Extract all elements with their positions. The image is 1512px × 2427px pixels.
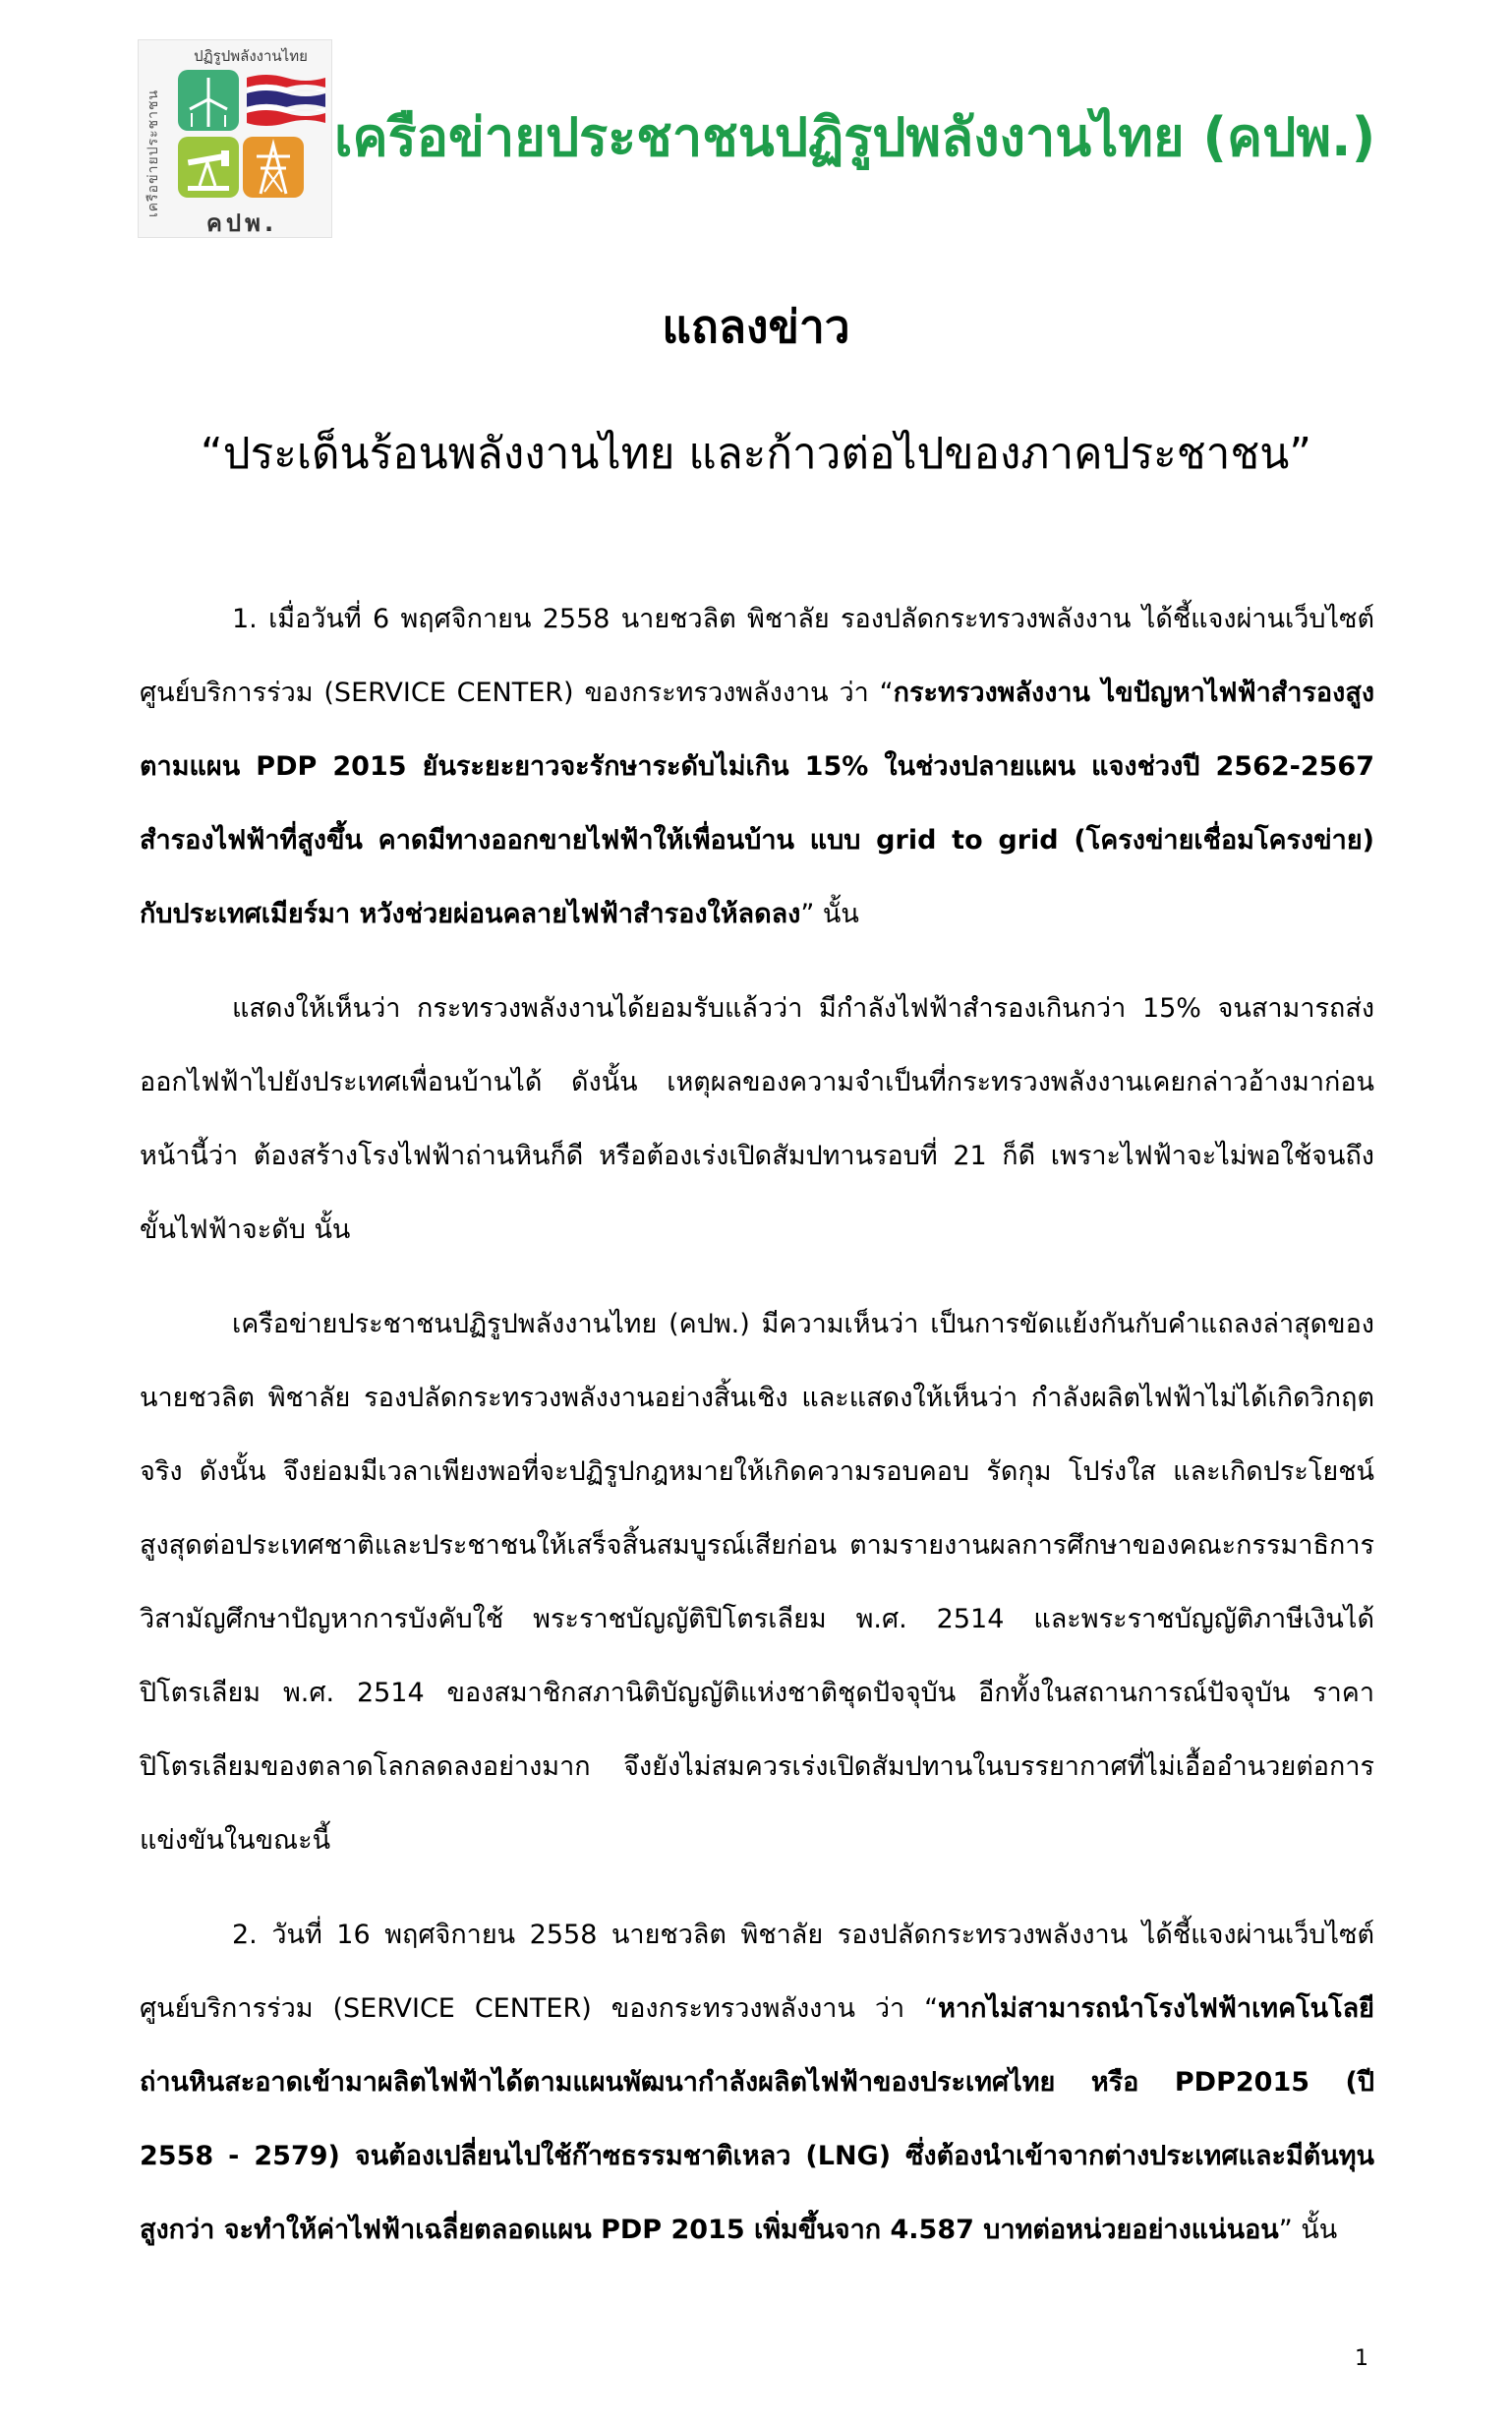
power-tower-icon — [243, 137, 304, 198]
oil-pump-icon — [178, 137, 239, 198]
paragraph-4-tail: ” นั้น — [1278, 2215, 1338, 2245]
page-number: 1 — [1355, 2346, 1368, 2371]
paragraph-1-text: 1. เมื่อวันที่ 6 พฤศจิกายน 2558 นายชวลิต พิชาลัย รองปลัดกระทรวงพลังงาน ได้ชี้แจงผ่านเว็บไซต์ศูนย์บริการร่วม (SERVICE CENTER) ของกระทรวงพลังงาน ว่า “ — [140, 604, 1374, 708]
thai-flag-icon — [245, 72, 327, 129]
paragraph-4-text: 2. วันที่ 16 พฤศจิกายน 2558 นายชวลิต พิชาลัย รองปลัดกระทรวงพลังงาน ได้ชี้แจงผ่านเว็บไซต์ศูนย์บริการร่วม (SERVICE CENTER) ของกระทรวงพลังงาน ว่า “ — [140, 1920, 1374, 2024]
paragraph-4 — [140, 1898, 1374, 2267]
paragraph-3-text: เครือข่ายประชาชนปฏิรูปพลังงานไทย (คปพ.) มีความเห็นว่า เป็นการขัดแย้งกันกับคำแถลงล่าสุดของนายชวลิต พิชาลัย รองปลัดกระทรวงพลังงานอย่างสิ้นเชิง และแสดงให้เห็นว่า กำลังผลิตไฟฟ้าไม่ได้เกิดวิกฤตจริง ดังนั้น จึงย่อมมีเวลาเพียงพอที่จะปฏิรูปกฎหมายให้เกิดความรอบคอบ รัดกุม โปร่งใส และเกิดประโยชน์สูงสุดต่อประเทศชาติและประชาชนให้เสร็จสิ้นสมบูรณ์เสียก่อน ตามรายงานผลการศึกษาของคณะกรรมาธิการวิสามัญศึกษาปัญหาการบังคับใช้ พระราชบัญญัติปิโตรเลียม พ.ศ. 2514 และพระราชบัญญัติภาษีเงินได้ปิโตรเลียม พ.ศ. 2514 ของสมาชิกสภานิติบัญญัติแห่งชาติชุดปัจจุบัน อีกทั้งในสถานการณ์ปัจจุบัน ราคาปิโตรเลียมของตลาดโลกลดลงอย่างมาก จึงยังไม่สมควรเร่งเปิดสัมปทานในบรรยากาศที่ไม่เอื้ออำนวยต่อการแข่งขันในขณะนี้ — [140, 1309, 1374, 1856]
wind-turbine-icon — [178, 70, 239, 131]
logo-side-text: เครือข่ายประชาชน — [145, 89, 161, 218]
paragraph-2 — [140, 972, 1374, 1267]
paragraph-1 — [140, 582, 1374, 951]
paragraph-2-text: แสดงให้เห็นว่า กระทรวงพลังงานได้ยอมรับแล้วว่า มีกำลังไฟฟ้าสำรองเกินกว่า 15% จนสามารถส่งออกไฟฟ้าไปยังประเทศเพื่อนบ้านได้ ดังนั้น เหตุผลของความจำเป็นที่กระทรวงพลังงานเคยกล่าวอ้างมาก่อนหน้านี้ว่า ต้องสร้างโรงไฟฟ้าถ่านหินก็ดี หรือต้องเร่งเปิดสัมปทานรอบที่ 21 ก็ดี เพราะไฟฟ้าจะไม่พอใช้จนถึงขั้นไฟฟ้าจะดับ นั้น — [140, 993, 1374, 1245]
paragraph-4-quote: หากไม่สามารถนำโรงไฟฟ้าเทคโนโลยีถ่านหินสะอาดเข้ามาผลิตไฟฟ้าได้ตามแผนพัฒนากำลังผลิตไฟฟ้าของประเทศไทย หรือ PDP2015 (ปี 2558 - 2579) จนต้องเปลี่ยนไปใช้ก๊าซธรรมชาติเหลว (LNG) ซึ่งต้องนำเข้าจากต่างประเทศและมีต้นทุนสูงกว่า จะทำให้ค่าไฟฟ้าเฉลี่ยตลอดแผน PDP 2015 เพิ่มขึ้นจาก 4.587 บาทต่อหน่วยอย่างแน่นอน — [140, 1993, 1374, 2245]
paragraph-1-tail: ” นั้น — [800, 899, 859, 929]
logo-top-text: ปฏิรูปพลังงานไทย — [194, 47, 308, 65]
paragraph-1-quote: กระทรวงพลังงาน ไขปัญหาไฟฟ้าสำรองสูง ตามแผน PDP 2015 ยันระยะยาวจะรักษาระดับไม่เกิน 15% ในช่วงปลายแผน แจงช่วงปี 2562-2567 สำรองไฟฟ้าที่สูงขึ้น คาดมีทางออกขายไฟฟ้าให้เพื่อนบ้าน แบบ grid to grid (โครงข่ายเชื่อมโครงข่าย) กับประเทศเมียร์มา หวังช่วยผ่อนคลายไฟฟ้าสำรองให้ลดลง — [140, 678, 1374, 929]
organization-name: เครือข่ายประชาชนปฏิรูปพลังงานไทย (คปพ.) — [334, 106, 1376, 168]
organization-logo — [138, 39, 332, 238]
paragraph-3 — [140, 1287, 1374, 1877]
press-release-body — [140, 582, 1374, 2267]
document-subtitle: “ประเด็นร้อนพลังงานไทย และก้าวต่อไปของภาคประชาชน” — [200, 429, 1312, 479]
logo-abbreviation: คปพ. — [205, 209, 278, 237]
document-title: แถลงข่าว — [662, 300, 850, 353]
